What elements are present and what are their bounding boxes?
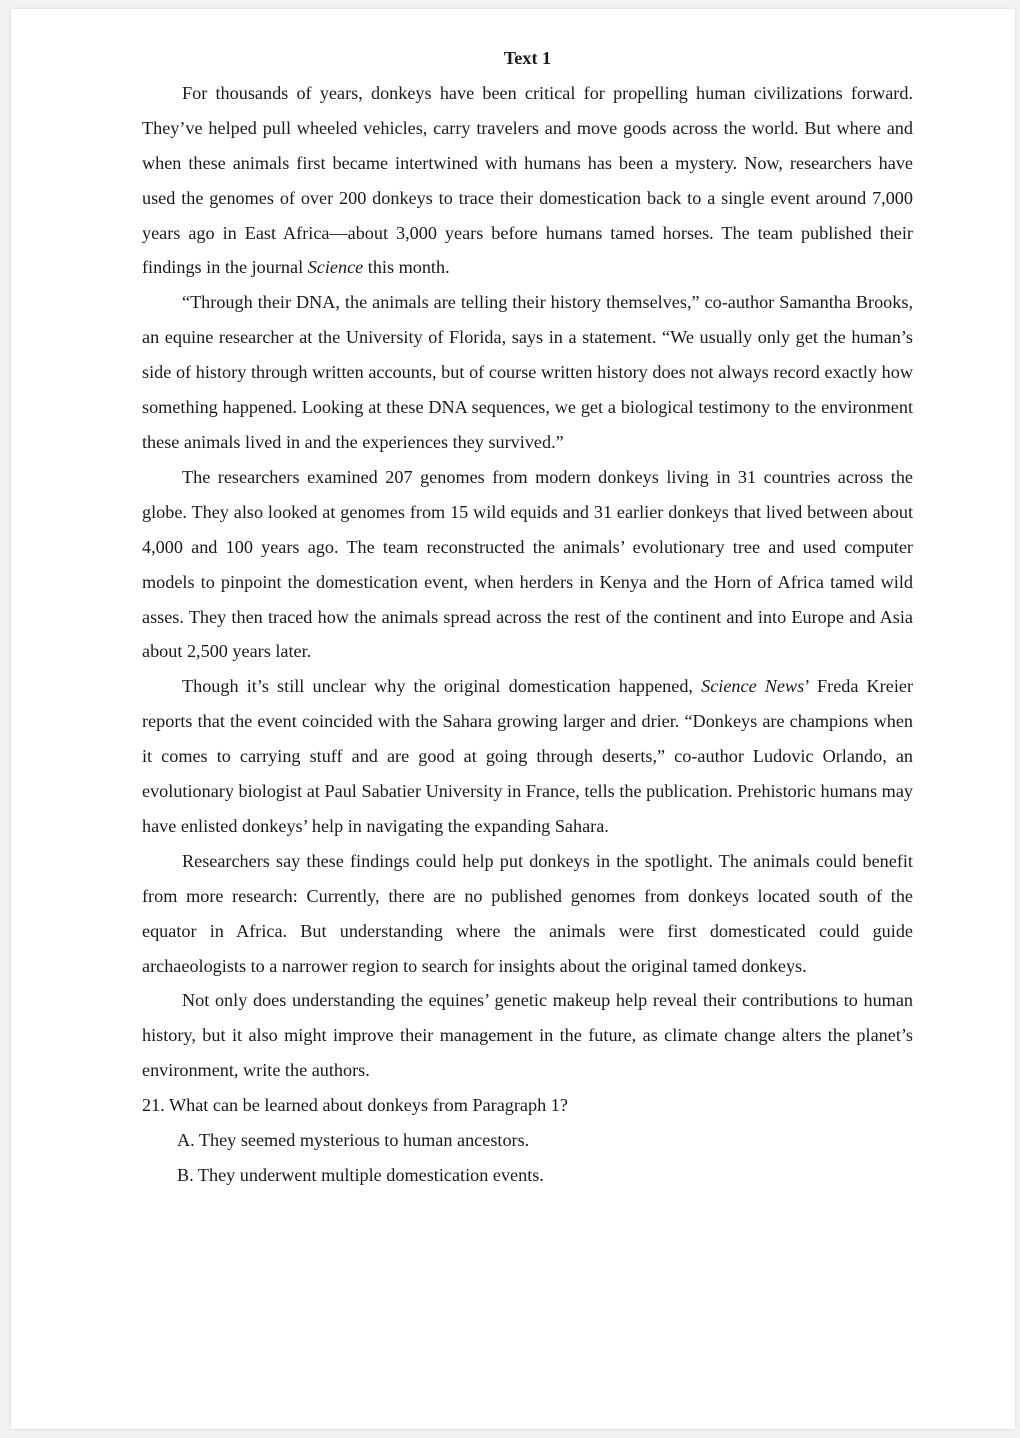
- paragraph-text: Though it’s still unclear why the original domestication happened,: [182, 676, 702, 697]
- article-paragraph: [142, 76, 913, 285]
- paragraph-text: “Through their DNA, the animals are telling their history themselves,” co-author Samantha Brooks, an equine researcher at the University of Florida, says in a statement. “We usually only get the human’s side of history through written accounts, but of course written history does not always record exactly how something happened. Looking at these DNA sequences, we get a biological testimony to the environment these animals lived in and the experiences they survived.”: [142, 292, 913, 452]
- paragraph-text: Researchers say these findings could help put donkeys in the spotlight. The animals could benefit from more research: Currently, there are no published genomes from donkeys located south of the equator in Africa. But understanding where the animals were first domesticated could guide archaeologists to a narrower region to search for insights about the original tamed donkeys.: [142, 850, 913, 976]
- article-paragraph: [142, 669, 913, 844]
- question-stem: 21. What can be learned about donkeys from Paragraph 1?: [142, 1095, 568, 1116]
- article-paragraph: [142, 983, 913, 1088]
- italic-title-text: Science News: [701, 676, 805, 697]
- paragraph-text: this month.: [363, 257, 450, 278]
- article-paragraph: [142, 285, 913, 460]
- article-paragraph: [142, 844, 913, 984]
- text-title: Text 1: [503, 48, 552, 68]
- paragraph-text: ’ Freda Kreier reports that the event coincided with the Sahara growing larger and drier. “Donkeys are champions when it comes to carrying stuff and are good at going through deserts,” co-author Ludovic Orlando, an evolutionary biologist at Paul Sabatier University in France, tells the publication. Prehistoric humans may have enlisted donkeys’ help in navigating the expanding Sahara.: [142, 676, 913, 836]
- paragraph-text: The researchers examined 207 genomes from modern donkeys living in 31 countries across the globe. They also looked at genomes from 15 wild equids and 31 earlier donkeys that lived between about 4,000 and 100 years ago. The team reconstructed the animals’ evolutionary tree and used computer models to pinpoint the domestication event, when herders in Kenya and the Horn of Africa tamed wild asses. They then traced how the animals spread across the rest of the continent and into Europe and Asia about 2,500 years later.: [142, 466, 913, 662]
- answer-option: B. They underwent multiple domestication events.: [177, 1165, 544, 1185]
- article-paragraph: [142, 460, 913, 669]
- document-content: [142, 41, 913, 1193]
- answer-options: [142, 1123, 913, 1193]
- document-page: [11, 9, 1015, 1429]
- answer-option: A. They seemed mysterious to human ancestors.: [177, 1130, 530, 1151]
- paragraph-text: Not only does understanding the equines’ genetic makeup help reveal their contributions to human history, but it also might improve their management in the future, as climate change alters the planet’s environment, write the authors.: [142, 990, 913, 1081]
- italic-title-text: Science: [307, 257, 364, 278]
- article-body: [142, 76, 913, 1088]
- paragraph-text: For thousands of years, donkeys have been critical for propelling human civilizations forward. They’ve helped pull wheeled vehicles, carry travelers and move goods across the world. But where and when these animals first became intertwined with humans has been a mystery. Now, researchers have used the genomes of over 200 donkeys to trace their domestication back to a single event around 7,000 years ago in East Africa—about 3,000 years before humans tamed horses. The team published their findings in the journal: [142, 82, 913, 278]
